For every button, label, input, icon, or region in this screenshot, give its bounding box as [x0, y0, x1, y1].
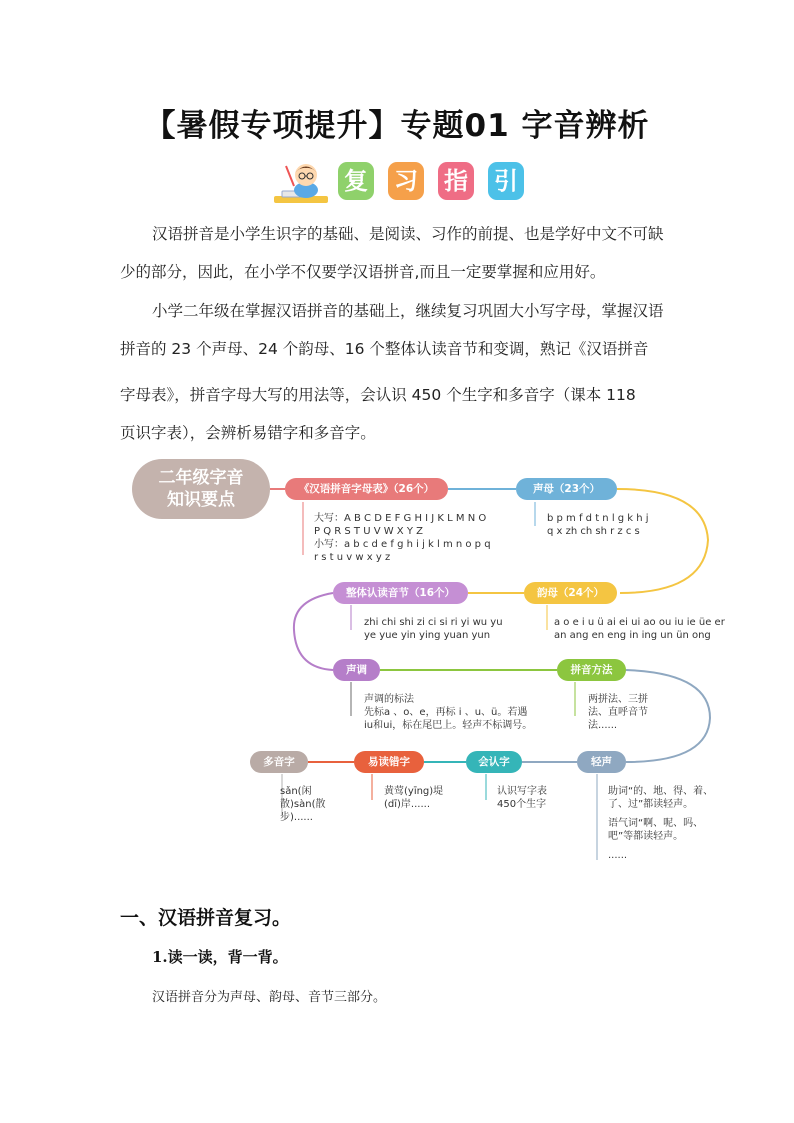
duoyin-line-1: sǎn(闲 — [280, 786, 312, 797]
shengdiao-detail — [364, 693, 532, 732]
alphabet-lower-2: r s t u v w x y z — [314, 552, 391, 563]
node-yunmu: 韵母（24个） — [524, 582, 617, 604]
duoyin-detail — [280, 785, 325, 824]
huiren-line-1: 认识写字表 — [497, 786, 547, 797]
intro-line: 少的部分，因此，在小学不仅要学汉语拼音,而且一定要掌握和应用好。 — [120, 263, 606, 281]
shengdiao-line-1: 声调的标法 — [364, 694, 414, 705]
guide-char-2: 习 — [388, 162, 424, 200]
node-shengdiao: 声调 — [333, 659, 380, 681]
node-qingsheng: 轻声 — [577, 751, 626, 773]
intro-line: 拼音的 23 个声母、24 个韵母、16 个整体认读音节和变调，熟记《汉语拼音 — [120, 340, 649, 358]
qingsheng-a1: 助词“的、地、得、着、 — [608, 786, 714, 797]
pinyin-method-detail — [588, 693, 648, 732]
node-yidu: 易读错字 — [354, 751, 424, 773]
zhengti-line-1: zhi chi shi zi ci si ri yi wu yu — [364, 617, 503, 628]
section-text: 汉语拼音分为声母、韵母、音节三部分。 — [152, 990, 387, 1005]
node-alphabet: 《汉语拼音字母表》（26个） — [285, 478, 448, 500]
alphabet-detail — [314, 512, 491, 564]
intro-line: 字母表》，拼音字母大写的用法等，会认识 450 个生字和多音字（课本 118 — [120, 386, 636, 404]
huiren-detail — [497, 785, 547, 811]
node-pinyin-method: 拼音方法 — [557, 659, 626, 681]
node-duoyin: 多音字 — [250, 751, 308, 773]
yidu-detail — [384, 785, 443, 811]
alphabet-upper-2: P Q R S T U V W X Y Z — [314, 526, 423, 537]
qingsheng-a2: 了、过”都读轻声。 — [608, 799, 694, 810]
yidu-line-2: (dī)岸...... — [384, 799, 431, 810]
duoyin-line-2: 散)sàn(散 — [280, 799, 326, 810]
yunmu-line-1: a o e i u ü ai ei ui ao ou iu ie üe er — [554, 617, 725, 628]
yunmu-detail — [554, 616, 725, 642]
intro-line: 页识字表），会辨析易错字和多音字。 — [120, 424, 376, 442]
root-line: 知识要点 — [167, 490, 235, 510]
qingsheng-b2: 吧”等都读轻声。 — [608, 831, 684, 842]
pinyin-line-3: 法...... — [588, 720, 618, 731]
mindmap-root — [132, 459, 270, 519]
qingsheng-b1: 语气词“啊、呢、吗、 — [608, 818, 704, 829]
page-title: 【暑假专项提升】专题01 字音辨析 — [144, 108, 650, 144]
shengdiao-line-3: iu和ui，标在尾巴上。轻声不标调号。 — [364, 720, 533, 731]
pinyin-line-2: 法、直呼音节 — [588, 707, 648, 718]
alphabet-lower-1: 小写：a b c d e f g h i j k l m n o p q — [314, 539, 491, 550]
duoyin-line-3: 步)...... — [280, 812, 313, 823]
yunmu-line-2: an ang en eng in ing un ün ong — [554, 630, 711, 641]
node-huiren: 会认字 — [466, 751, 522, 773]
qingsheng-detail — [608, 785, 713, 862]
guide-char-3: 指 — [438, 162, 474, 200]
qingsheng-c1: ...... — [608, 850, 628, 861]
shengmu-line-2: q x zh ch sh r z c s — [547, 526, 640, 537]
zhengti-detail — [364, 616, 503, 642]
alphabet-upper-1: 大写：A B C D E F G H I J K L M N O — [314, 513, 487, 524]
pinyin-line-1: 两拼法、三拼 — [588, 694, 648, 705]
section-heading: 一、汉语拼音复习。 — [120, 907, 292, 929]
zhengti-line-2: ye yue yin ying yuan yun — [364, 630, 491, 641]
guide-char-1: 复 — [338, 162, 374, 200]
intro-line: 小学二年级在掌握汉语拼音的基础上，继续复习巩固大小写字母，掌握汉语 — [152, 302, 664, 320]
root-line: 二年级字音 — [158, 468, 244, 488]
shengdiao-line-2: 先标a 、o、e，再标 i 、u、ü。若遇 — [364, 707, 528, 718]
shengmu-detail — [547, 512, 649, 538]
shengmu-line-1: b p m f d t n l g k h j — [547, 513, 649, 524]
node-zhengti: 整体认读音节（16个） — [333, 582, 468, 604]
node-shengmu: 声母（23个） — [516, 478, 617, 500]
yidu-line-1: 黄莺(yīng)堤 — [384, 786, 444, 797]
intro-line: 汉语拼音是小学生识字的基础、是阅读、习作的前提、也是学好中文不可缺 — [152, 225, 664, 243]
guide-char-4: 引 — [488, 162, 524, 200]
subsection-heading: 1.读一读，背一背。 — [152, 948, 288, 966]
huiren-line-2: 450个生字 — [497, 799, 547, 810]
